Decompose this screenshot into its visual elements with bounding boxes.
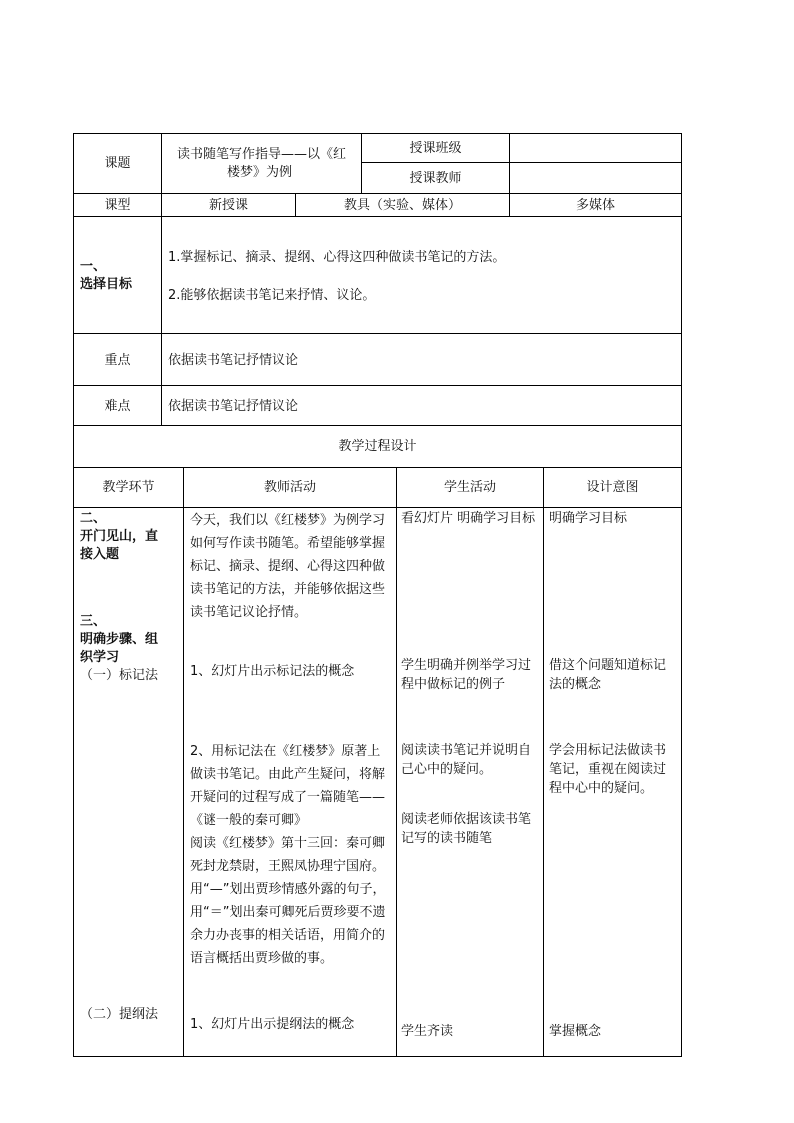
- goals-label: 选择目标: [80, 277, 133, 292]
- column-header-student: 学生活动: [443, 480, 496, 495]
- student-activity-4: 阅读老师依据该读书笔记写的读书随笔: [401, 812, 532, 846]
- key-point-label: 重点: [104, 353, 131, 368]
- col-divider-student: [543, 467, 544, 1057]
- teacher-activity-intro: 今天，我们以《红楼梦》为例学习如何写作读书随笔。希望能够掌握标记、摘录、提纲、心得这四种做读书笔记的方法，并能够依据这些读书笔记议论抒情。: [190, 513, 386, 620]
- column-header-stage: 教学环节: [102, 480, 155, 495]
- col-divider-teacher: [396, 467, 397, 1057]
- row-divider-type: [73, 193, 682, 194]
- student-activity-3: 阅读读书笔记并说明自己心中的疑问。: [401, 743, 532, 777]
- goal-item-1: 1.掌握标记、摘录、提纲、心得这四种做读书笔记的方法。: [168, 250, 506, 265]
- difficulty-label: 难点: [104, 399, 131, 414]
- difficulty-value: 依据读书笔记抒情议论: [168, 399, 299, 414]
- design-intent-3: 学会用标记法做读书笔记，重视在阅读过程中心中的疑问。: [549, 743, 667, 796]
- design-intent-4: 掌握概念: [549, 1024, 602, 1039]
- stage1-number: 二、: [80, 511, 107, 526]
- row-divider-key: [73, 333, 682, 334]
- topic-value-line2: 楼梦》为例: [227, 165, 293, 180]
- stage2-sub-marking: （一）标记法: [80, 668, 159, 683]
- goal-item-2: 2.能够依据读书笔记来抒情、议论。: [168, 288, 376, 303]
- goals-label-number: 一、: [80, 259, 107, 274]
- topic-value-line1: 读书随笔写作指导——以《红: [176, 147, 346, 162]
- table-border-bottom: [73, 1056, 682, 1057]
- stage2-sub-outline: （二）提纲法: [80, 1007, 159, 1022]
- teacher-label: 授课教师: [409, 171, 462, 186]
- design-intent-1: 明确学习目标: [549, 511, 628, 526]
- process-title: 教学过程设计: [338, 439, 417, 454]
- row-divider-difficulty: [73, 385, 682, 386]
- stage2-title-line2: 织学习: [80, 650, 120, 665]
- table-border-top: [73, 133, 682, 134]
- teacher-activity-marking-concept: 1、幻灯片出示标记法的概念: [190, 664, 355, 679]
- teacher-activity-reading-task: 阅读《红楼梦》第十三回：秦可卿死封龙禁尉，王熙凤协理宁国府。用“—”划出贾珍情感外露的句子，用“＝”划出秦可卿死后贾珍要不遗余力办丧事的相关话语，用简介的语言概括出贾珍做的事。: [190, 836, 386, 966]
- table-border-left: [73, 133, 74, 1057]
- tools-value: 多媒体: [575, 198, 615, 213]
- class-label: 授课班级: [409, 141, 462, 156]
- row-divider-body: [73, 507, 682, 508]
- type-value: 新授课: [208, 198, 248, 213]
- row-divider-goals: [73, 216, 682, 217]
- student-activity-2: 学生明确并例举学习过程中做标记的例子: [401, 658, 532, 692]
- column-header-teacher: 教师活动: [263, 480, 316, 495]
- col-divider-stage: [183, 467, 184, 1057]
- student-activity-5: 学生齐读: [401, 1024, 454, 1039]
- teacher-activity-outline-concept: 1、幻灯片出示提纲法的概念: [190, 1017, 355, 1032]
- stage1-title-line2: 接入题: [80, 547, 120, 562]
- table-border-right: [681, 133, 682, 1057]
- stage2-number: 三、: [80, 614, 107, 629]
- type-label: 课型: [104, 198, 131, 213]
- row-divider-columns: [73, 467, 682, 468]
- stage2-title-line1: 明确步骤、组: [80, 632, 159, 647]
- row-divider-process-title: [73, 425, 682, 426]
- stage1-title-line1: 开门见山，直: [80, 529, 159, 544]
- column-header-intent: 设计意图: [586, 480, 639, 495]
- key-point-value: 依据读书笔记抒情议论: [168, 353, 299, 368]
- design-intent-2: 借这个问题知道标记法的概念: [549, 658, 667, 692]
- topic-label: 课题: [104, 156, 131, 171]
- row-divider-class: [361, 162, 682, 163]
- student-activity-1: 看幻灯片 明确学习目标: [401, 511, 536, 526]
- tools-label: 教具（实验、媒体）: [343, 198, 461, 213]
- teacher-activity-marking-practice: 2、用标记法在《红楼梦》原著上做读书笔记。由此产生疑问，将解开疑问的过程写成了一篇随笔——《谜一般的秦可卿》: [190, 744, 386, 828]
